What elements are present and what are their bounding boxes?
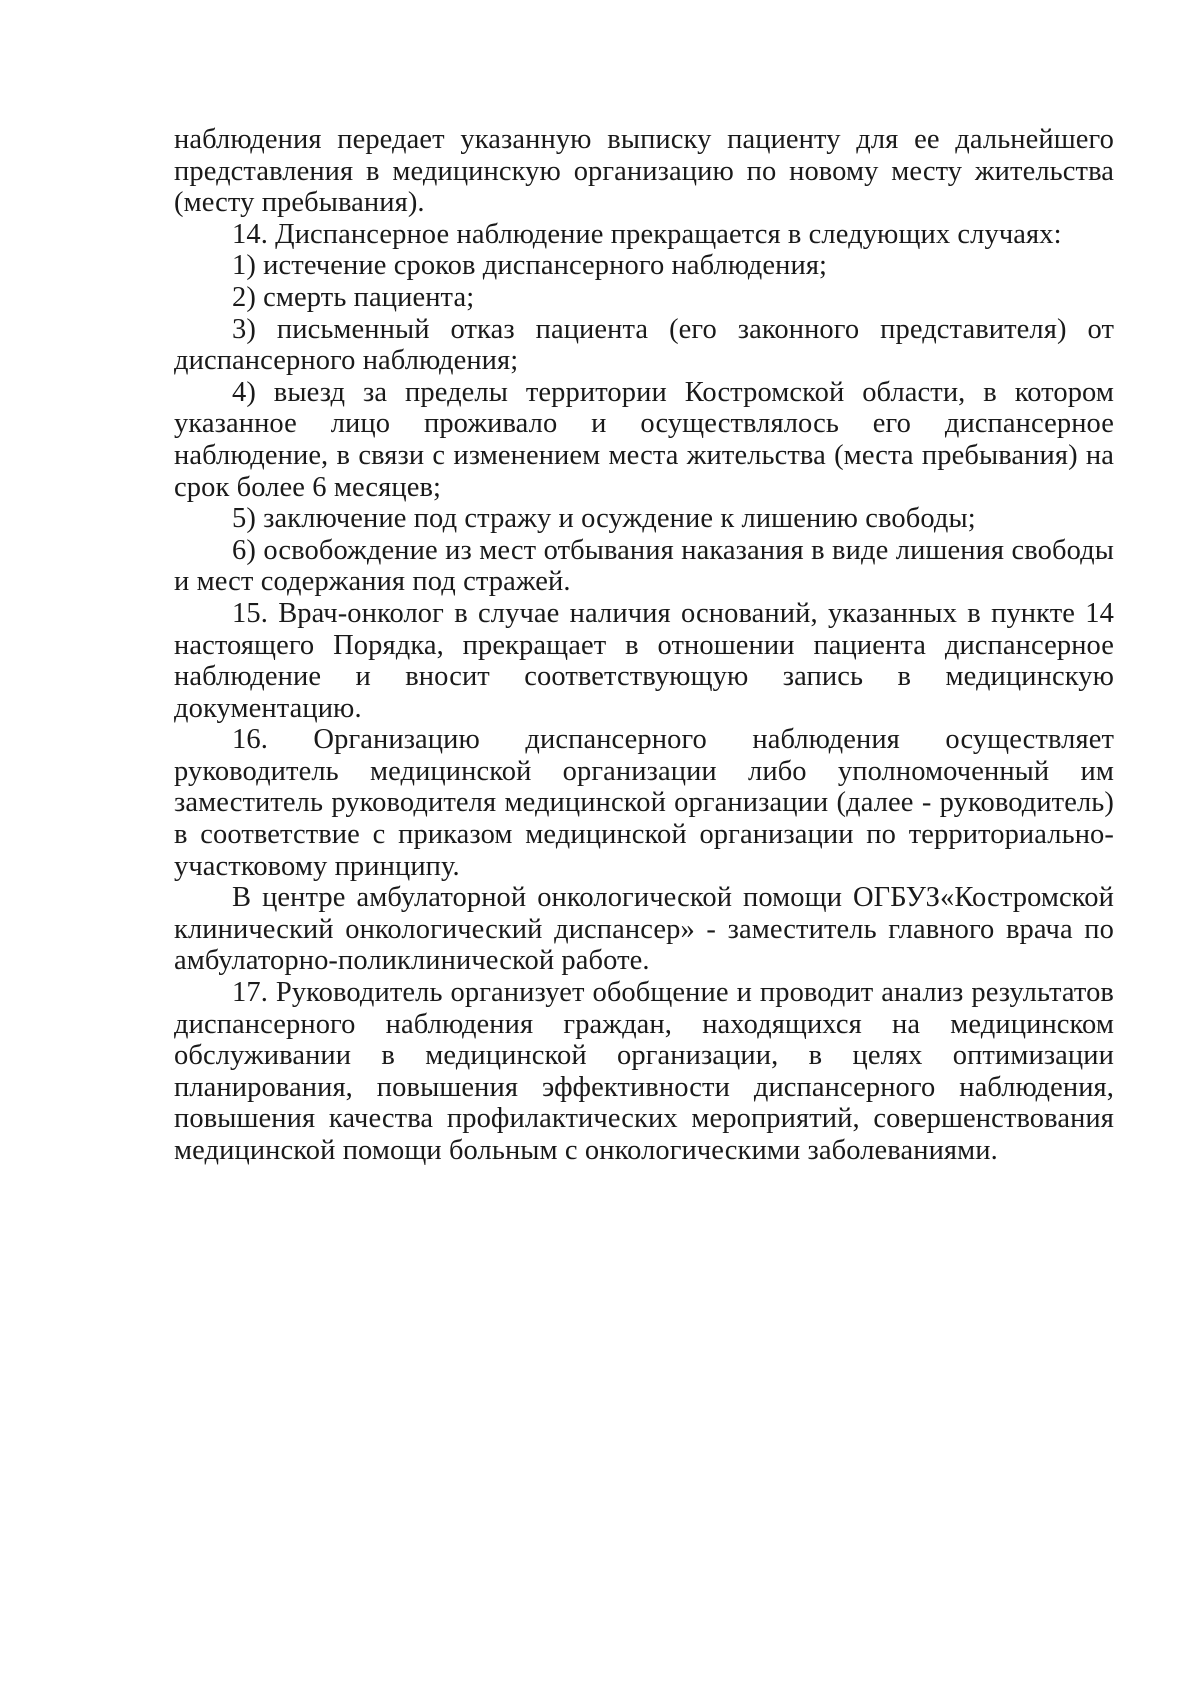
- paragraph-item-14: 14. Диспансерное наблюдение прекращается в следующих случаях:: [232, 218, 1062, 250]
- paragraph-item-17: 17. Руководитель организует обобщение и проводит анализ результатов диспансерного наблюдения граждан, находящихся на медицинском обслуживании в медицинской организации, в целях оптимизации планирования, повышения эффективности диспансерного наблюдения, повышения качества профилактических мероприятий, совершенствования медицинской помощи больным с онкологическими заболеваниями.: [174, 977, 1114, 1166]
- document-body: [174, 124, 1114, 1167]
- list-item-4: 4) выезд за пределы территории Костромской области, в котором указанное лицо проживало и осуществлялось его диспансерное наблюдение, в связи с изменением места жительства (места пребывания) на срок более 6 месяцев;: [174, 376, 1114, 503]
- list-item-6: 6) освобождение из мест отбывания наказания в виде лишения свободы и мест содержания под стражей.: [174, 534, 1114, 598]
- list-item-2: 2) смерть пациента;: [232, 281, 475, 313]
- paragraph-item-16: 16. Организацию диспансерного наблюдения осуществляет руководитель медицинской организации либо уполномоченный им заместитель руководителя медицинской организации (далее - руководитель) в соответствие с приказом медицинской организации по территориально-участковому принципу.: [174, 724, 1114, 882]
- paragraph-continuation: наблюдения передает указанную выписку пациенту для ее дальнейшего представления в медицинскую организацию по новому месту жительства (месту пребывания).: [174, 124, 1114, 219]
- list-item-5: 5) заключение под стражу и осуждение к лишению свободы;: [232, 503, 976, 535]
- paragraph-item-15: 15. Врач-онколог в случае наличия оснований, указанных в пункте 14 настоящего Порядка, прекращает в отношении пациента диспансерное наблюдение и вносит соответствующую запись в медицинскую документацию.: [174, 597, 1114, 724]
- paragraph-oncology-center: В центре амбулаторной онкологической помощи ОГБУЗ«Костромской клинический онкологический диспансер» - заместитель главного врача по амбулаторно-поликлинической работе.: [174, 882, 1114, 977]
- list-item-1: 1) истечение сроков диспансерного наблюдения;: [232, 250, 828, 282]
- list-item-3: 3) письменный отказ пациента (его законного представителя) от диспансерного наблюдения;: [174, 313, 1114, 377]
